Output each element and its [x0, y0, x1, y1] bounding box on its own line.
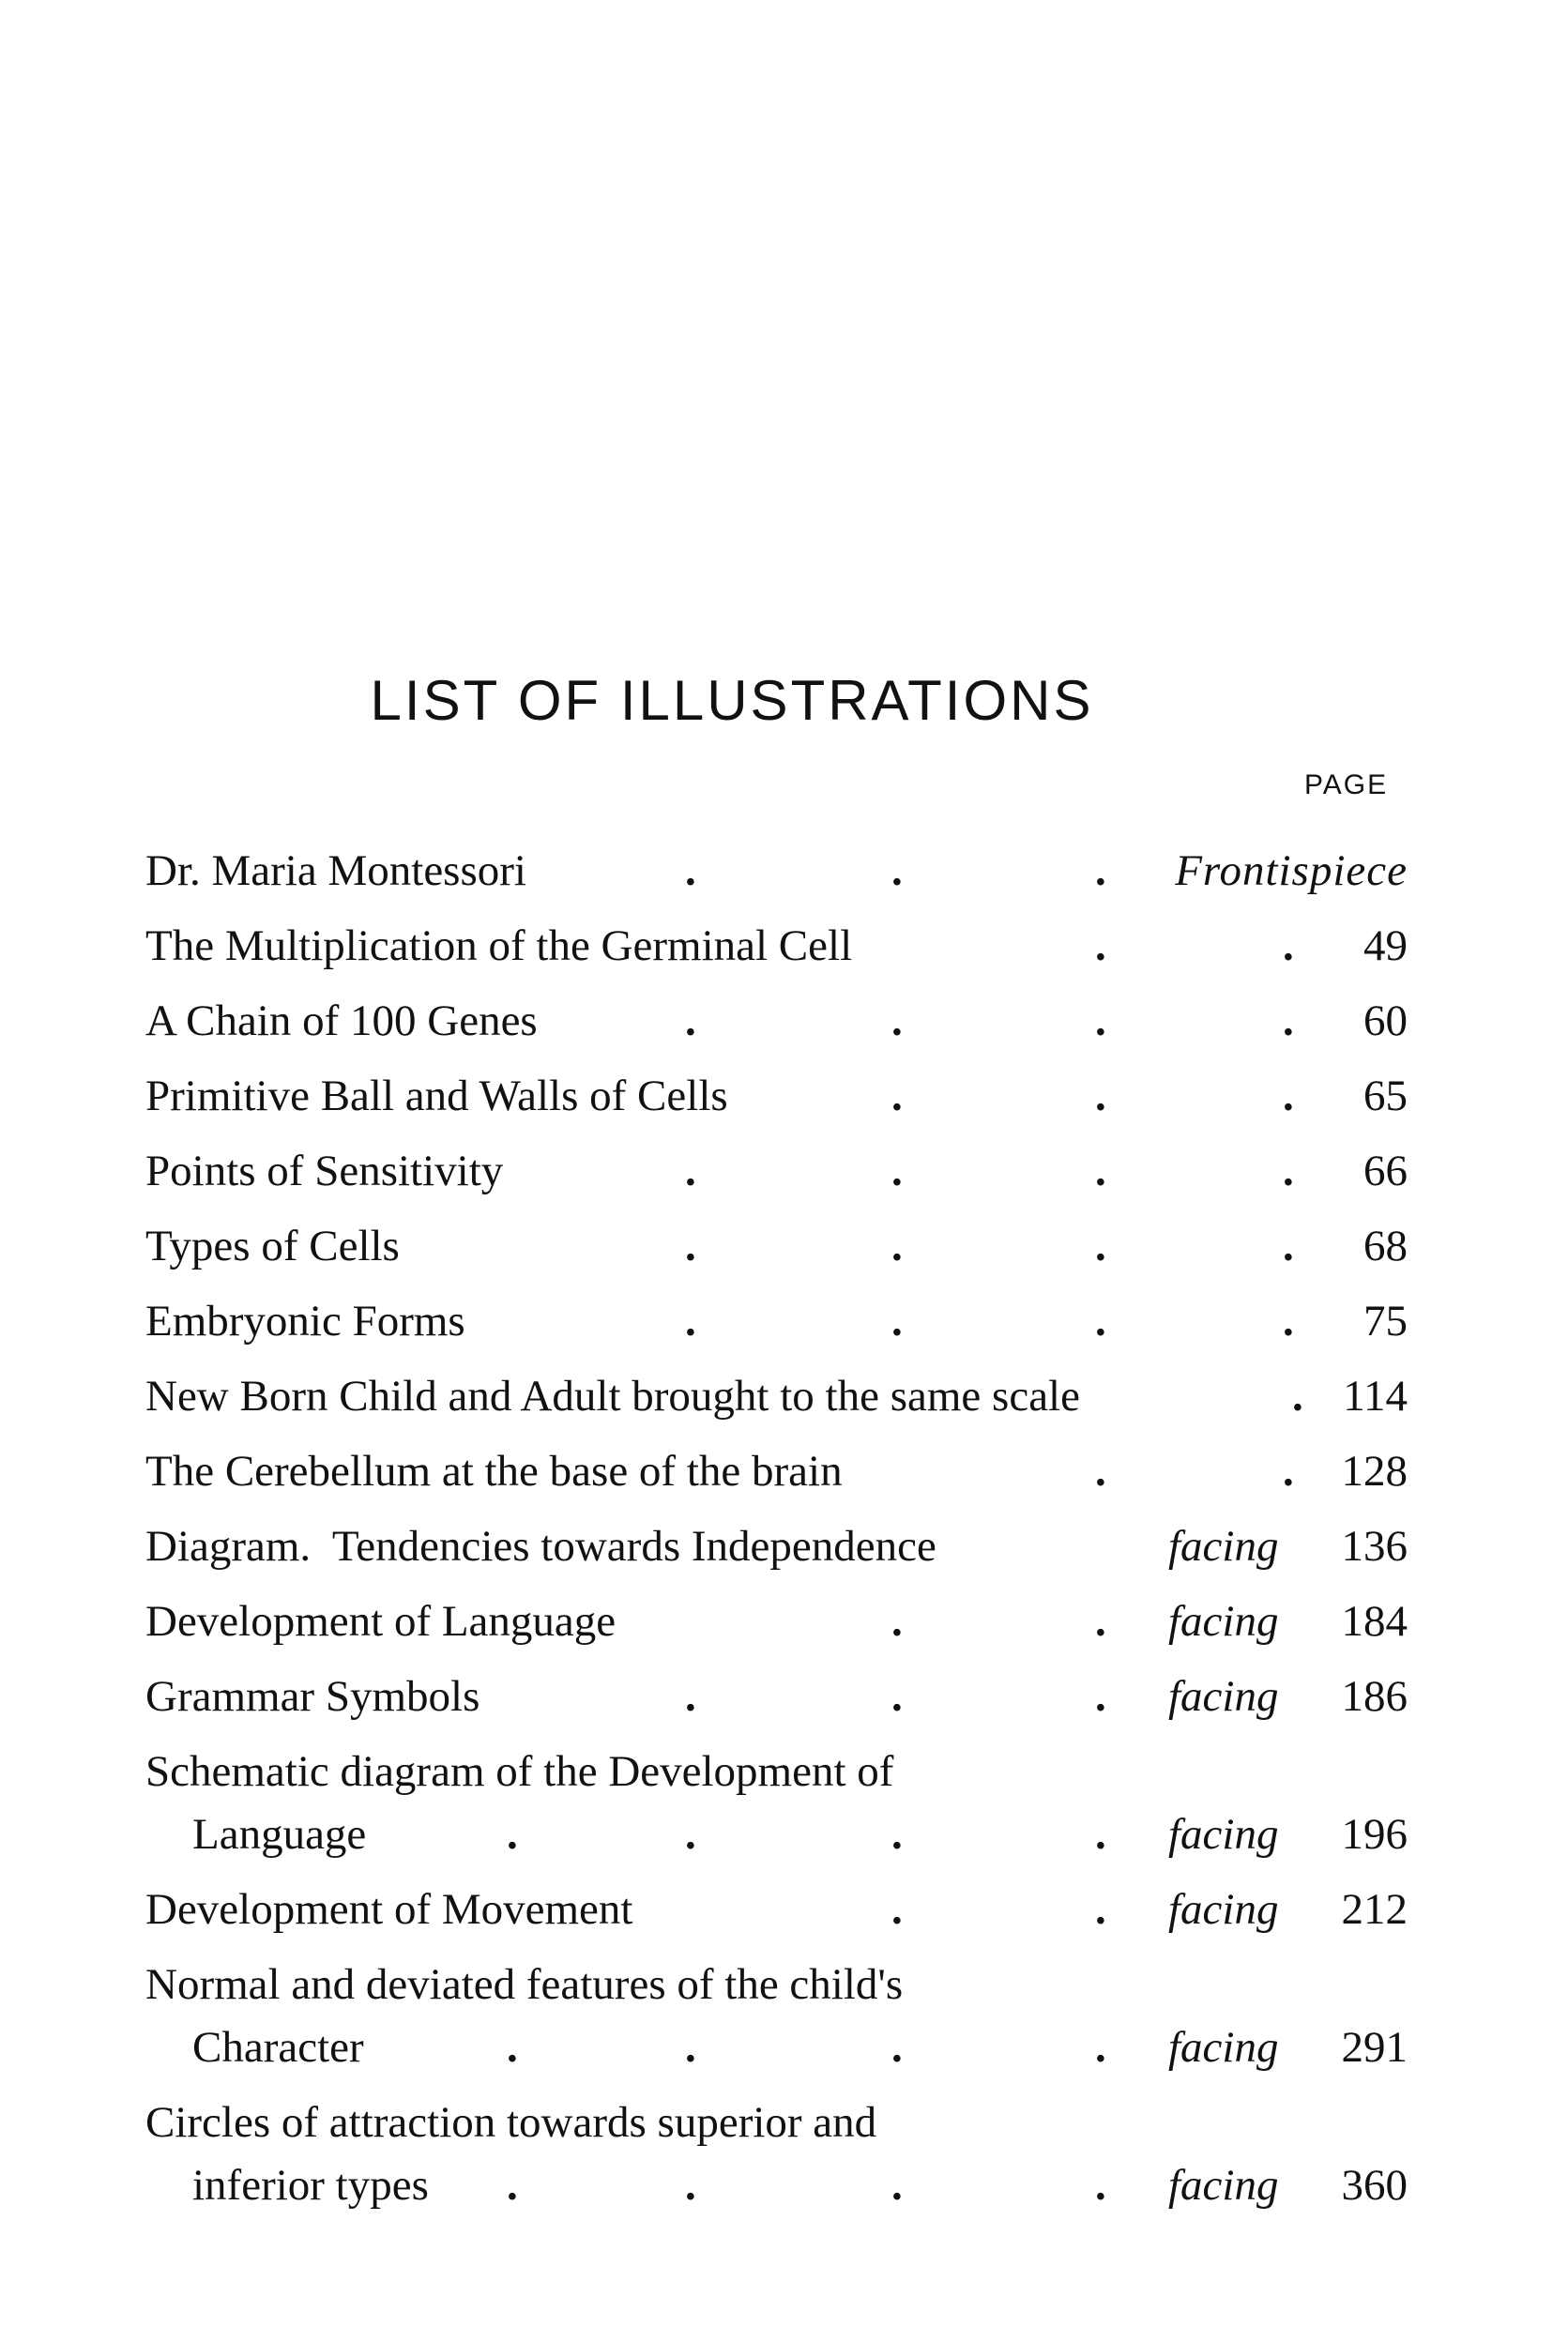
illustration-entry-montessori — [145, 840, 1440, 902]
leader-dot: . — [1095, 1222, 1106, 1270]
entry-page: 186 — [1341, 1672, 1408, 1721]
entry-label: Diagram. Tendencies towards Independence — [145, 1522, 936, 1571]
leader-dot: . — [891, 1072, 903, 1120]
leader-dot: . — [891, 1885, 903, 1934]
leader-dot: . — [891, 1297, 903, 1346]
leader-dot: . — [507, 1810, 518, 1859]
leader-dot: . — [1283, 1072, 1294, 1120]
entry-page: 291 — [1341, 2023, 1408, 2072]
leader-dot: . — [1095, 846, 1106, 895]
entry-page: 114 — [1343, 1372, 1408, 1421]
illustration-entry-grammar-symbols — [145, 1665, 1440, 1727]
entry-facing: facing — [1168, 1672, 1279, 1721]
leader-dot: . — [1283, 1222, 1294, 1270]
entry-label-continued: Character — [192, 2023, 364, 2072]
entry-label-continued: inferior types — [192, 2161, 429, 2210]
entry-page: 49 — [1363, 921, 1408, 970]
entry-label-continued: Language — [192, 1810, 367, 1859]
entry-page: 128 — [1341, 1447, 1408, 1496]
illustration-entry-circles-of-attraction-line1 — [145, 2091, 1440, 2153]
entry-facing: facing — [1168, 1810, 1279, 1859]
illustration-entry-types-of-cells — [145, 1215, 1440, 1277]
leader-dot: . — [1283, 1147, 1294, 1195]
illustration-entry-schematic-diagram-line2 — [145, 1803, 1440, 1865]
entry-page: 66 — [1363, 1147, 1408, 1195]
leader-dot: . — [1095, 921, 1106, 970]
illustration-entry-development-of-language — [145, 1590, 1440, 1652]
entry-label: New Born Child and Adult brought to the same scale — [145, 1372, 1080, 1421]
illustration-entry-sensitivity — [145, 1140, 1440, 1202]
illustration-entry-normal-deviated-line1 — [145, 1954, 1440, 2015]
entry-label: Development of Movement — [145, 1885, 633, 1934]
leader-dot: . — [1095, 1072, 1106, 1120]
leader-dot: . — [891, 1147, 903, 1195]
entry-page: Frontispiece — [1175, 846, 1408, 895]
leader-dot: . — [685, 1222, 696, 1270]
entry-label: Dr. Maria Montessori — [145, 846, 526, 895]
illustration-entry-normal-deviated-line2 — [145, 2016, 1440, 2078]
illustration-entry-cerebellum — [145, 1440, 1440, 1502]
leader-dot: . — [1292, 1372, 1303, 1421]
leader-dot: . — [891, 846, 903, 895]
entry-page: 65 — [1363, 1072, 1408, 1120]
entry-label: Development of Language — [145, 1597, 617, 1646]
entry-label: The Multiplication of the Germinal Cell — [145, 921, 853, 970]
leader-dot: . — [1283, 996, 1294, 1045]
entry-facing: facing — [1168, 1885, 1279, 1934]
leader-dot: . — [685, 996, 696, 1045]
leader-dot: . — [891, 2023, 903, 2072]
illustration-entry-schematic-diagram-line1 — [145, 1741, 1440, 1802]
entry-label: A Chain of 100 Genes — [145, 996, 538, 1045]
leader-dot: . — [1095, 1297, 1106, 1346]
leader-dot: . — [1095, 1810, 1106, 1859]
leader-dot: . — [507, 2161, 518, 2210]
leader-dot: . — [1095, 1597, 1106, 1646]
leader-dot: . — [685, 1672, 696, 1721]
illustration-entry-independence-diagram — [145, 1515, 1440, 1577]
leader-dot: . — [1095, 2161, 1106, 2210]
leader-dot: . — [1283, 921, 1294, 970]
leader-dot: . — [507, 2023, 518, 2072]
entry-label: Primitive Ball and Walls of Cells — [145, 1072, 728, 1120]
page-column-header: PAGE — [1304, 769, 1389, 800]
leader-dot: . — [685, 2023, 696, 2072]
illustration-entry-embryonic-forms — [145, 1290, 1440, 1352]
leader-dot: . — [891, 1672, 903, 1721]
leader-dot: . — [685, 2161, 696, 2210]
leader-dot: . — [891, 1810, 903, 1859]
entry-page: 212 — [1341, 1885, 1408, 1934]
entry-label: Types of Cells — [145, 1222, 400, 1270]
leader-dot: . — [685, 1810, 696, 1859]
illustration-entry-primitive-ball — [145, 1065, 1440, 1127]
leader-dot: . — [891, 1222, 903, 1270]
entry-label: Normal and deviated features of the child's — [145, 1960, 904, 2009]
leader-dot: . — [1095, 1447, 1106, 1496]
leader-dot: . — [1095, 1147, 1106, 1195]
leader-dot: . — [891, 996, 903, 1045]
leader-dot: . — [1283, 1297, 1294, 1346]
entry-label: Schematic diagram of the Development of — [145, 1747, 894, 1796]
leader-dot: . — [1095, 1885, 1106, 1934]
leader-dot: . — [1095, 996, 1106, 1045]
illustration-entry-circles-of-attraction-line2 — [145, 2154, 1440, 2216]
entry-page: 136 — [1341, 1522, 1408, 1571]
illustration-entry-germinal-cell — [145, 915, 1440, 977]
entry-page: 60 — [1363, 996, 1408, 1045]
leader-dot: . — [1095, 2023, 1106, 2072]
entry-page: 184 — [1341, 1597, 1408, 1646]
entry-page: 75 — [1363, 1297, 1408, 1346]
illustration-entry-genes — [145, 990, 1440, 1052]
entry-facing: facing — [1168, 2023, 1279, 2072]
leader-dot: . — [685, 1297, 696, 1346]
entry-label: Circles of attraction towards superior and — [145, 2098, 877, 2147]
entry-label: Grammar Symbols — [145, 1672, 480, 1721]
entry-facing: facing — [1168, 1597, 1279, 1646]
leader-dot: . — [891, 2161, 903, 2210]
leader-dot: . — [891, 1597, 903, 1646]
entry-facing: facing — [1168, 1522, 1279, 1571]
entry-label: The Cerebellum at the base of the brain — [145, 1447, 843, 1496]
entry-facing: facing — [1168, 2161, 1279, 2210]
leader-dot: . — [1283, 1447, 1294, 1496]
entry-page: 196 — [1341, 1810, 1408, 1859]
illustration-entry-development-of-movement — [145, 1878, 1440, 1940]
leader-dot: . — [685, 846, 696, 895]
leader-dot: . — [685, 1147, 696, 1195]
illustration-entry-new-born-child — [145, 1365, 1440, 1427]
entry-page: 68 — [1363, 1222, 1408, 1270]
leader-dot: . — [1095, 1672, 1106, 1721]
entry-page: 360 — [1341, 2161, 1408, 2210]
page-title: LIST OF ILLUSTRATIONS — [370, 669, 1094, 732]
entry-label: Embryonic Forms — [145, 1297, 465, 1346]
entry-label: Points of Sensitivity — [145, 1147, 504, 1195]
